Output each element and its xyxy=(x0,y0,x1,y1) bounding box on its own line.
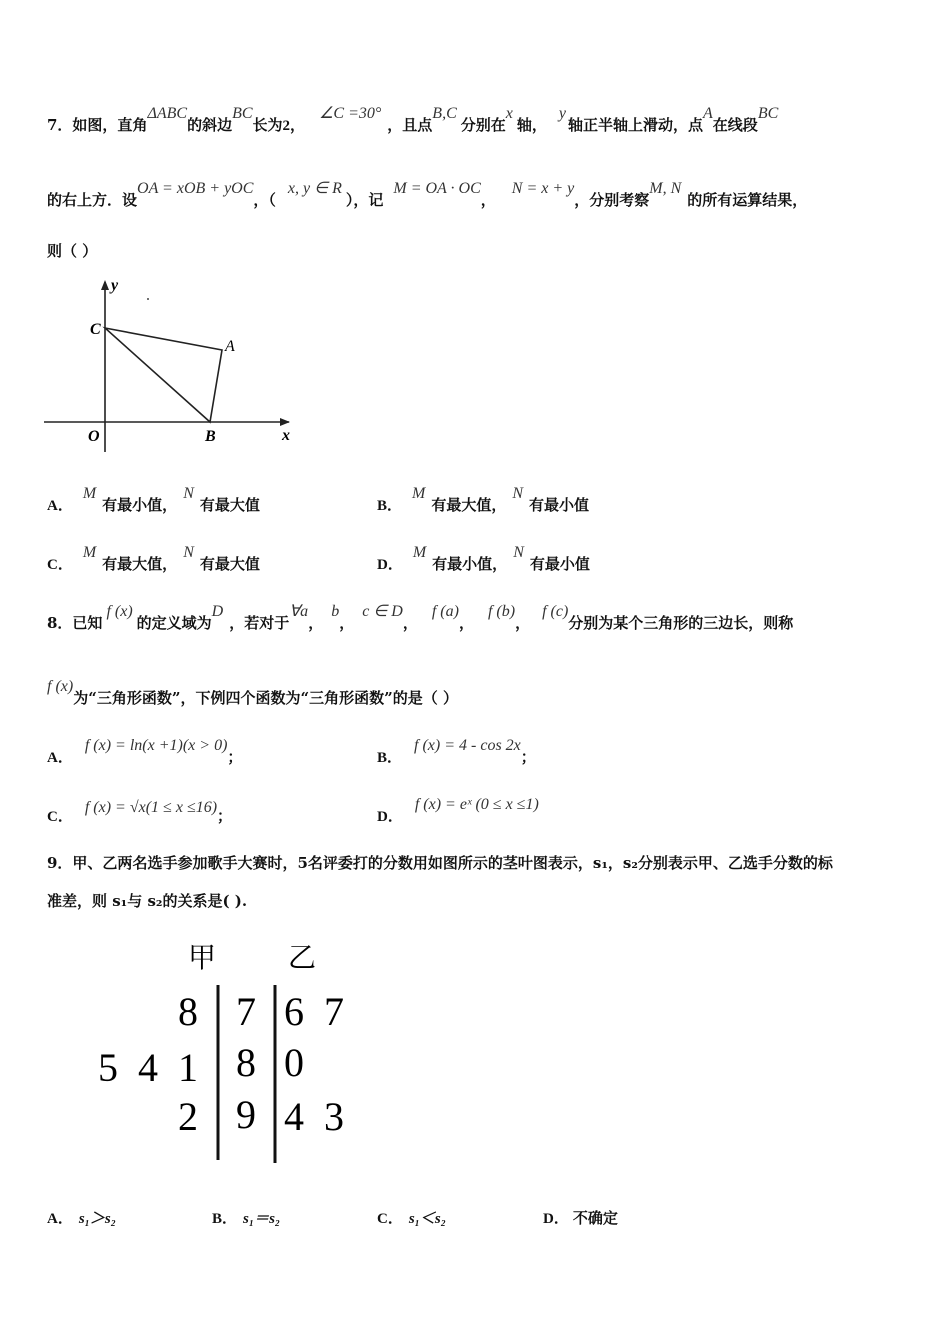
q9-option-b[interactable] xyxy=(212,1207,280,1228)
row-left-leaves: 5 4 1 xyxy=(98,1045,198,1090)
option-label: D． xyxy=(543,1211,569,1227)
a-label: A xyxy=(225,338,235,355)
row-stem: 9 xyxy=(236,1092,256,1137)
option-text: ； xyxy=(217,807,233,825)
math: c ∈ D xyxy=(362,603,403,620)
math: f (b) xyxy=(487,603,516,620)
math: M, N xyxy=(649,180,682,197)
math: y xyxy=(558,105,566,122)
math: N xyxy=(512,485,524,502)
text: 2， xyxy=(282,118,306,134)
row-stem: 8 xyxy=(236,1040,256,1085)
option-label: B． xyxy=(377,498,403,514)
text: 的右上方．设 xyxy=(47,191,138,209)
text: 分别在 xyxy=(460,116,506,134)
math: f (x) xyxy=(106,603,133,620)
q7-option-a[interactable] xyxy=(47,485,260,515)
q9-line2: 准差，则 s₁与 s₂的关系是( ). xyxy=(47,892,248,910)
text: 轴正半轴上滑动，点 xyxy=(568,116,704,134)
c-label: C xyxy=(90,321,101,338)
math: BC xyxy=(757,105,779,122)
q7-line3: 则（ ） xyxy=(47,242,98,260)
text: 的所有运算结果， xyxy=(687,191,808,209)
option-text: 有最小值， xyxy=(102,496,178,514)
option-text: 有最小值， xyxy=(432,555,508,573)
math: ΔABC xyxy=(147,105,188,122)
option-label: B． xyxy=(212,1211,238,1227)
q8-option-d[interactable] xyxy=(377,796,539,826)
q7-option-b[interactable] xyxy=(377,485,590,515)
text: 7．如图，直角 xyxy=(47,116,148,134)
text: 为“三角形函数”，下例四个函数为“三角形函数”的是（ ） xyxy=(73,689,458,707)
row-right-leaves: 4 3 xyxy=(284,1094,344,1139)
math: f (c) xyxy=(542,603,569,620)
text: 的斜边 xyxy=(187,116,233,134)
math: M xyxy=(82,485,97,502)
y-label: y xyxy=(111,277,119,294)
option-label: C． xyxy=(377,1211,403,1227)
x-label: x xyxy=(282,427,290,444)
option-text: 有最大值， xyxy=(431,496,507,514)
y-arrow-icon xyxy=(101,280,109,290)
option-text: 有最大值， xyxy=(102,555,178,573)
math: f (x) = eˣ (0 ≤ x ≤1) xyxy=(414,796,539,813)
q7-line2 xyxy=(47,180,808,210)
math: M xyxy=(82,544,97,561)
text: ，若对于 xyxy=(229,614,290,632)
option-label: D． xyxy=(377,809,403,825)
triangle-abc xyxy=(105,328,222,422)
option-label: A． xyxy=(47,498,73,514)
row-stem: 7 xyxy=(236,989,256,1034)
q8-option-c[interactable] xyxy=(47,799,233,826)
math: ∠C =30° xyxy=(319,105,382,122)
q9-line1: 9．甲、乙两名选手参加歌手大赛时，5名评委打的分数用如图所示的茎叶图表示，s₁，s₂分别表示甲、乙选手分数的标 xyxy=(47,854,833,872)
math: f (x) = ln(x +1)(x > 0) xyxy=(84,737,228,754)
math: x, y ∈ R xyxy=(287,180,342,197)
q8-line2 xyxy=(47,678,458,708)
text: ，（ xyxy=(253,191,276,209)
option-label: A． xyxy=(47,750,73,766)
b-label: B xyxy=(205,428,216,445)
option-label: C． xyxy=(47,809,73,825)
q7-line1 xyxy=(47,105,779,135)
text: ），记 xyxy=(345,191,384,209)
math: b xyxy=(331,603,340,620)
text: ， xyxy=(480,191,496,209)
text: 8．已知 xyxy=(47,614,103,632)
left-header: 甲 xyxy=(188,943,217,974)
option-text: 有最大值 xyxy=(199,555,260,573)
o-label: O xyxy=(88,428,100,445)
row-right-leaves: 0 xyxy=(284,1040,304,1085)
option-text: 有最大值 xyxy=(199,496,260,514)
option-text: s₁＝s₂ xyxy=(243,1211,281,1227)
option-label: C． xyxy=(47,557,73,573)
q9-option-c[interactable] xyxy=(377,1207,446,1228)
math: N xyxy=(183,544,194,561)
q9-option-a[interactable] xyxy=(47,1207,116,1228)
math: A xyxy=(703,105,713,122)
text: ， xyxy=(515,614,531,632)
math: f (x) = √x(1 ≤ x ≤16) xyxy=(84,799,218,816)
math: N xyxy=(513,544,524,561)
math: f (x) = 4 - cos 2x xyxy=(414,737,521,754)
q8-line1 xyxy=(47,603,794,633)
math: OA = xOB + yOC xyxy=(137,180,254,197)
option-text: 有最小值 xyxy=(529,496,590,514)
option-label: B． xyxy=(377,750,403,766)
text: ， xyxy=(402,614,418,632)
text: 长为 xyxy=(252,116,283,134)
text: ， xyxy=(339,614,355,632)
q8-option-b[interactable] xyxy=(377,737,536,767)
math: BC xyxy=(232,105,253,122)
speck xyxy=(147,298,149,300)
math: M xyxy=(412,544,427,561)
q7-option-c[interactable] xyxy=(47,544,260,574)
stem-leaf-plot xyxy=(80,935,370,1170)
text: 的定义域为 xyxy=(136,614,212,632)
q7-figure xyxy=(44,272,294,457)
option-text: ； xyxy=(227,748,243,766)
option-label: D． xyxy=(377,557,403,573)
option-text: 有最小值 xyxy=(529,555,590,573)
option-text: s₁＞s₂ xyxy=(78,1211,116,1227)
q8-option-a[interactable] xyxy=(47,737,243,767)
math: D xyxy=(211,603,224,620)
text: ， xyxy=(458,614,474,632)
math: M = OA · OC xyxy=(393,180,481,197)
row-right-leaves: 6 7 xyxy=(284,989,344,1034)
math: B,C xyxy=(432,105,457,122)
text: 轴， xyxy=(516,116,547,134)
text: ，分别考察 xyxy=(574,191,650,209)
q9-option-d[interactable] xyxy=(543,1207,618,1228)
math: f (a) xyxy=(431,603,459,620)
math: x xyxy=(505,105,513,122)
right-header: 乙 xyxy=(288,943,317,974)
math: M xyxy=(412,485,426,502)
q7-option-d[interactable] xyxy=(377,544,590,574)
math: N xyxy=(183,485,194,502)
row-left-leaves: 2 xyxy=(178,1094,198,1139)
option-text: ； xyxy=(520,748,536,766)
text: 分别为某个三角形的三边长，则称 xyxy=(568,614,794,632)
x-arrow-icon xyxy=(280,418,290,426)
math: f (x) xyxy=(47,678,74,695)
math: N = x + y xyxy=(511,180,575,197)
option-text: s₁＜s₂ xyxy=(408,1211,446,1227)
text: ，且点 xyxy=(387,116,433,134)
text: 在线段 xyxy=(712,116,758,134)
option-text: 不确定 xyxy=(572,1209,618,1227)
option-label: A． xyxy=(47,1211,73,1227)
row-left-leaves: 8 xyxy=(178,989,198,1034)
text: ， xyxy=(308,614,324,632)
math: ∀a xyxy=(289,603,309,620)
